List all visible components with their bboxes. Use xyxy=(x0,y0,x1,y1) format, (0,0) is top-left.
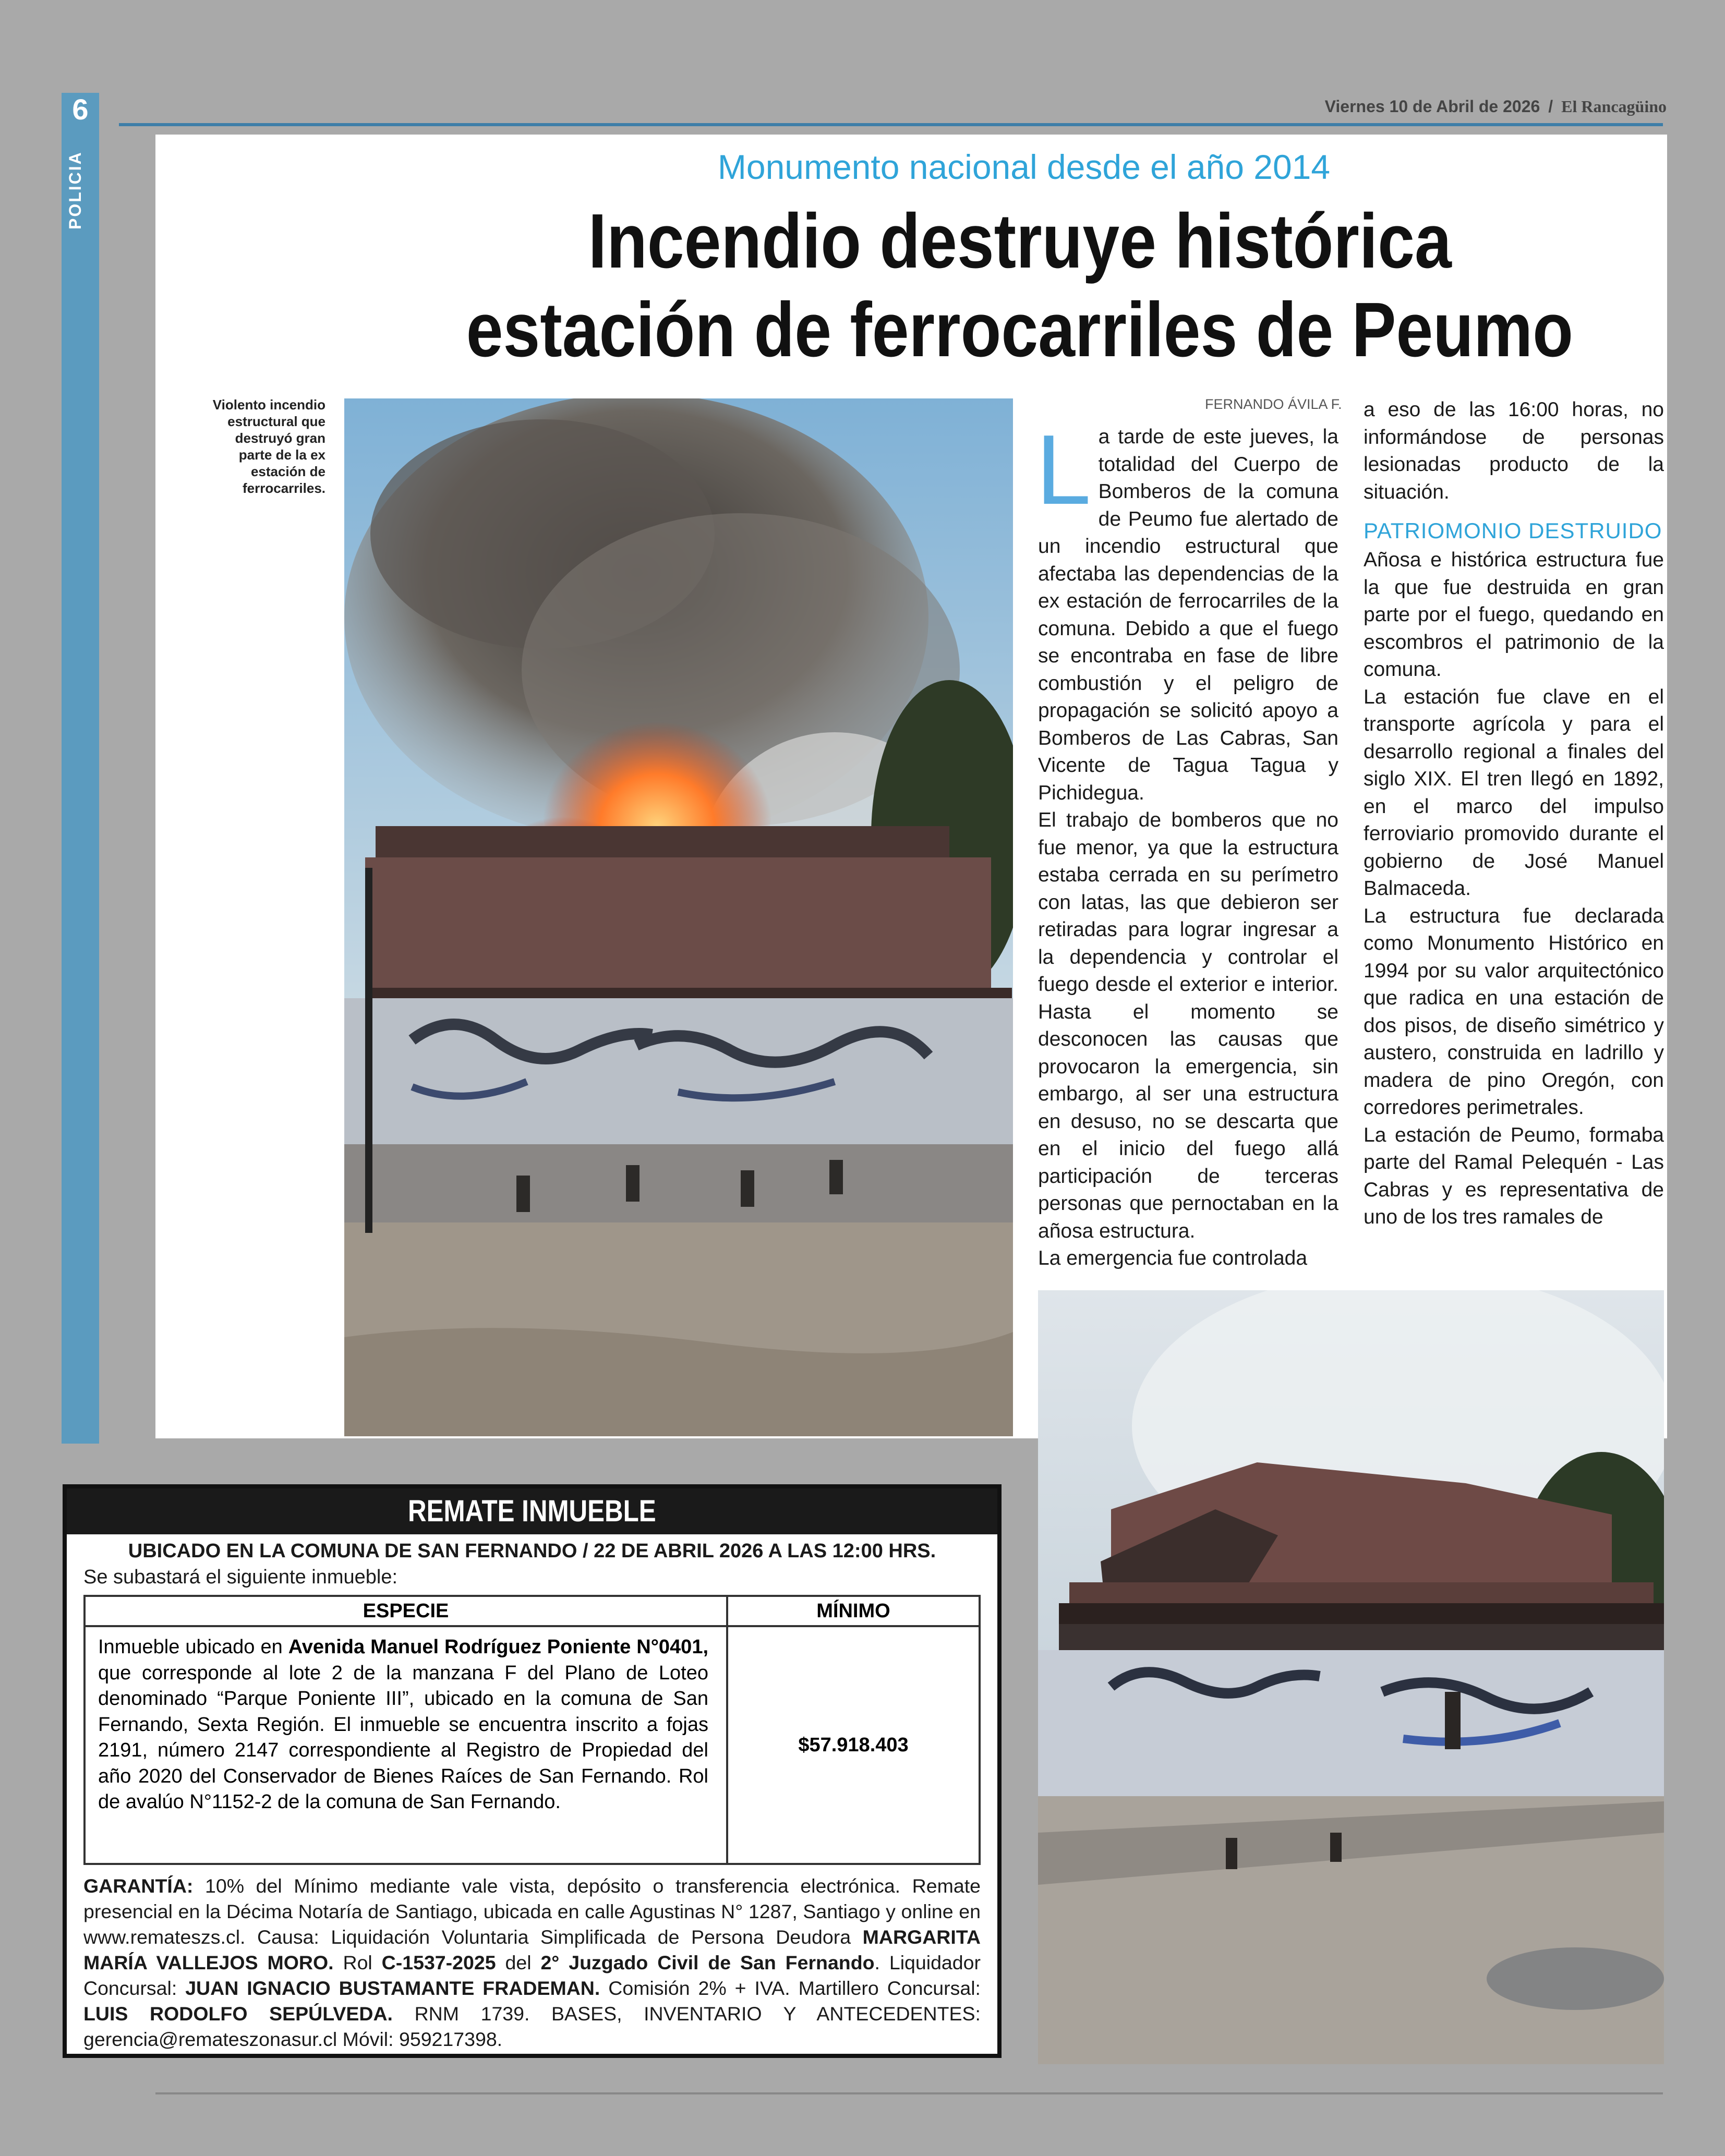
ad-intro: Se subastará el siguiente inmueble: xyxy=(83,1566,398,1588)
minimum-price: $57.918.403 xyxy=(798,1734,909,1756)
headline xyxy=(162,197,1725,374)
newspaper-name: El Rancagüino xyxy=(1561,97,1667,116)
liquidator-name: JUAN IGNACIO BUSTAMANTE FRADEMAN. xyxy=(185,1977,600,1999)
paragraph-3-start: La emergencia fue controlada xyxy=(1038,1247,1308,1269)
section-label: POLICIA xyxy=(66,151,85,230)
fire-photo-main-image xyxy=(344,398,1013,1436)
fire-photo-aftermath-image xyxy=(1038,1290,1664,2064)
fire-photo-main xyxy=(344,398,1013,1436)
running-head xyxy=(1325,97,1667,116)
fire-photo-aftermath xyxy=(1038,1290,1664,2064)
issue-date: Viernes 10 de Abril de 2026 xyxy=(1324,97,1540,116)
ad-terms xyxy=(83,1873,981,2052)
dropcap: L xyxy=(1036,415,1091,525)
property-description-cell xyxy=(86,1627,728,1863)
property-description xyxy=(86,1627,726,1815)
case-rol: C-1537-2025 xyxy=(381,1952,496,1973)
garantia-label: GARANTÍA: xyxy=(83,1875,194,1897)
terms-text-3: del xyxy=(496,1952,541,1973)
ad-title xyxy=(67,1488,997,1534)
desc-text-1: Inmueble ubicado en xyxy=(98,1636,288,1658)
paragraph-4: Añosa e histórica estructura fue la que fue destruida en gran parte por el fuego, quedando en escombros el patrimonio de la comuna. xyxy=(1364,549,1664,681)
subhead: PATRIOMONIO DESTRUIDO xyxy=(1364,518,1662,543)
terms-text-4: . Liquidador Concursal: xyxy=(83,1952,981,1999)
paragraph-7: La estación de Peumo, formaba parte del Ramal Pelequén - Las Cabras y es representativa de uno de los tres ramales de xyxy=(1364,1123,1664,1228)
court-name: 2° Juzgado Civil de San Fernando xyxy=(540,1952,875,1973)
article-column-1 xyxy=(1036,415,1338,1273)
section-tab xyxy=(62,93,99,1444)
article-column-2 xyxy=(1364,396,1664,1231)
kicker: Monumento nacional desde el año 2014 xyxy=(717,148,1331,186)
headline-line-2: estación de ferrocarriles de Peumo xyxy=(466,287,1574,373)
terms-text-1: 10% del Mínimo mediante vale vista, depósito o transferencia electrónica. Remate presencial en la Décima Notaría de Santiago, ubicada en calle Agustinas N° 1287, Santiago y online en www.remateszs.cl. Causa: Liquidación Voluntaria Simplificada de Persona Deudora xyxy=(83,1875,981,1948)
auction-ad xyxy=(63,1484,1002,2058)
header-rule xyxy=(119,123,1663,126)
paragraph-1-text: a tarde de este jueves, la totalidad del Cuerpo de Bomberos de la comuna de Peumo fue alertado de un incendio estructural que afectaba las dependencias de la ex estación de ferrocarriles de la comuna. Debido a que el fuego se encontraba en fase de libre combustión y el peligro de propagación se solicitó apoyo a Bomberos de Las Cabras, San Vicente de Tagua Tagua y Pichidegua. xyxy=(1038,426,1338,804)
footer-rule xyxy=(155,2092,1663,2094)
header-especie: ESPECIE xyxy=(86,1597,728,1625)
byline: FERNANDO ÁVILA F. xyxy=(1205,396,1342,412)
header-separator: / xyxy=(1548,97,1553,116)
paragraph-1 xyxy=(1036,415,1338,807)
paragraph-5: La estación fue clave en el transporte agrícola y para el desarrollo regional a finales del siglo XIX. El tren llegó en 1892, en el marco del impulso ferroviario promovido durante el gobierno de José Manuel Balmaceda. xyxy=(1364,685,1664,900)
terms-text-5: Comisión 2% + IVA. Martillero Concursal: xyxy=(600,1977,981,1999)
page-number: 6 xyxy=(72,93,89,126)
desc-text-2: que corresponde al lote 2 de la manzana F del Plano de Loteo denominado “Parque Poniente III”, ubicado en la comuna de San Fernando, Sexta Región. El inmueble se encuentra inscrito a fojas 2191, número 2147 correspondiente al Registro de Propiedad del año 2020 del Conservador de Bienes Raíces de San Fernando. Rol de avalúo N°1152-2 de la comuna de San Fernando. xyxy=(98,1662,708,1813)
paragraph-6: La estructura fue declarada como Monumento Histórico en 1994 por su valor arquitectónico que radica en una estación de dos pisos, de diseño simétrico y austero, construida en ladrillo y madera de pino Oregón, con corredores perimetrales. xyxy=(1364,904,1664,1119)
paragraph-2: El trabajo de bomberos que no fue menor, ya que la estructura estaba cerrada en su perímetro con latas, las que debieron ser retiradas para lograr ingresar a la dependencia y controlar el fuego desde el exterior e interior. Hasta el momento se desconocen las causas que provocaron la emergencia, sin embargo, al ser una estructura en desuso, no se descarta que en el inicio del fuego allá participación de terceras personas que pernoctaban en la añosa estructura. xyxy=(1038,809,1338,1242)
auctioneer-name: LUIS RODOLFO SEPÚLVEDA. xyxy=(83,2003,393,2025)
terms-text-6: RNM 1739. BASES, INVENTARIO Y ANTECEDENTES: gerencia@remateszonasur.cl Móvil: 959217398. xyxy=(83,2003,981,2050)
ad-table-header xyxy=(86,1597,979,1627)
ad-table-row xyxy=(86,1627,979,1863)
debtor-name: MARGARITA MARÍA VALLEJOS MORO. xyxy=(83,1926,981,1973)
ad-table xyxy=(83,1595,981,1865)
header-minimo: MÍNIMO xyxy=(816,1600,890,1622)
paragraph-3-end: a eso de las 16:00 horas, no informándose de personas lesionadas producto de la situación. xyxy=(1364,398,1664,503)
ad-title-text: REMATE INMUEBLE xyxy=(408,1494,656,1528)
photo-caption: Violento incendio estructural que destruyó gran parte de la ex estación de ferrocarriles. xyxy=(212,397,325,496)
ad-subtitle: UBICADO EN LA COMUNA DE SAN FERNANDO / 22 DE ABRIL 2026 A LAS 12:00 HRS. xyxy=(128,1540,936,1562)
headline-line-1: Incendio destruye histórica xyxy=(588,198,1452,284)
terms-text-2: Rol xyxy=(333,1952,382,1973)
property-address: Avenida Manuel Rodríguez Poniente N°0401, xyxy=(288,1636,709,1658)
minimum-price-cell xyxy=(728,1627,979,1863)
